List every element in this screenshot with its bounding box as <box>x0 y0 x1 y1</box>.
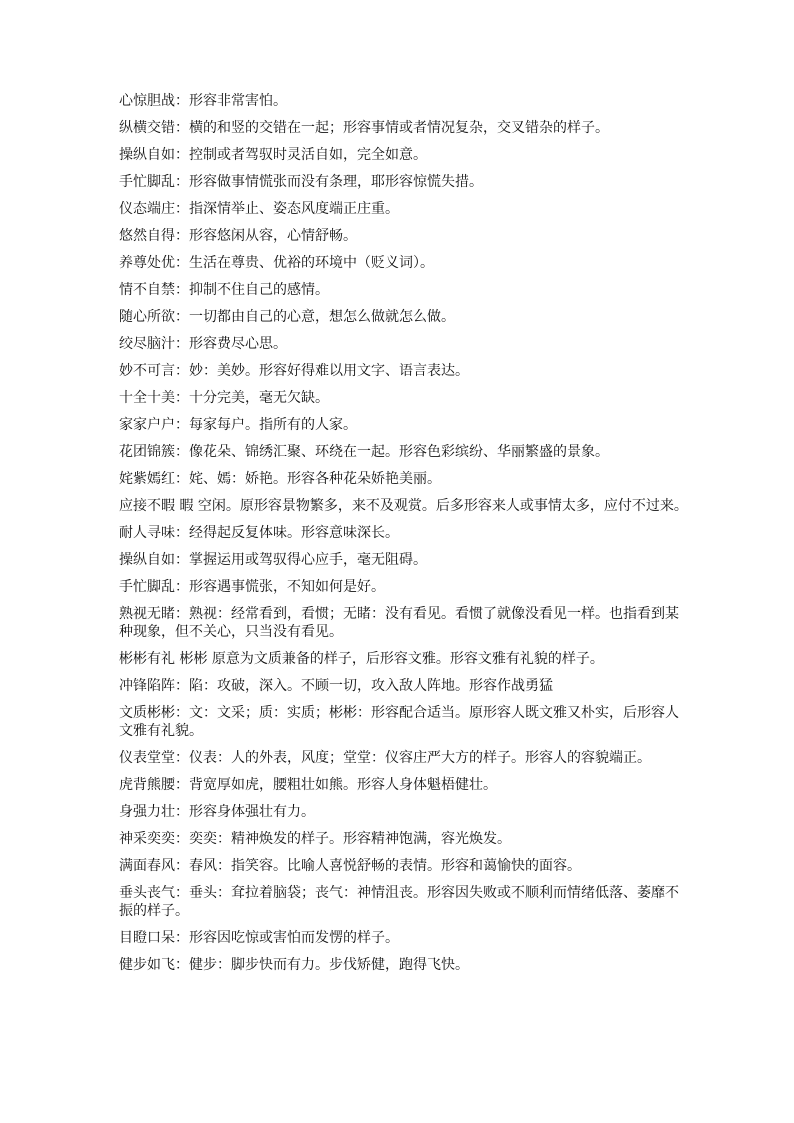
idiom-definition: 熟视：经常看到，看惯；无睹：没有看见。看惯了就像没看见一样。也指看到某种现象，但不关心，只当没有看见。 <box>119 606 679 640</box>
idiom-term: 心惊胆战： <box>119 93 189 109</box>
idiom-term: 姹紫嫣红： <box>119 471 189 487</box>
idiom-entry <box>119 497 691 515</box>
idiom-entry <box>119 200 691 218</box>
idiom-definition: 形容遇事慌张，不知如何是好。 <box>189 579 385 595</box>
idiom-entry <box>119 362 691 380</box>
idiom-entry <box>119 776 691 794</box>
idiom-entry <box>119 929 691 947</box>
idiom-term: 悠然自得： <box>119 228 189 244</box>
idiom-definition: 春风：指笑容。比喻人喜悦舒畅的表情。形容和蔼愉快的面容。 <box>189 858 581 874</box>
idiom-term: 虎背熊腰： <box>119 777 189 793</box>
idiom-term: 健步如飞： <box>119 957 189 973</box>
idiom-definition: 一切都由自己的心意，想怎么做就怎么做。 <box>189 309 455 325</box>
idiom-entry <box>119 335 691 353</box>
idiom-definition: 仪表：人的外表，风度；堂堂：仪容庄严大方的样子。形容人的容貌端正。 <box>189 750 651 766</box>
idiom-term: 十全十美： <box>119 390 189 406</box>
idiom-definition: 掌握运用或驾驭得心应手，毫无阻碍。 <box>189 552 427 568</box>
idiom-term: 家家户户： <box>119 417 189 433</box>
idiom-entry <box>119 524 691 542</box>
idiom-term: 操纵自如： <box>119 147 189 163</box>
idiom-entry <box>119 254 691 272</box>
idiom-term: 耐人寻味： <box>119 525 189 541</box>
idiom-definition: 经得起反复体味。形容意味深长。 <box>189 525 399 541</box>
idiom-term: 满面春风： <box>119 858 189 874</box>
idiom-term: 手忙脚乱： <box>119 174 189 190</box>
idiom-entry <box>119 704 691 740</box>
idiom-entry <box>119 578 691 596</box>
idiom-entry <box>119 308 691 326</box>
idiom-definition: 生活在尊贵、优裕的环境中（贬义词）。 <box>189 255 434 271</box>
idiom-definition: 指深情举止、姿态风度端正庄重。 <box>189 201 399 217</box>
idiom-entry <box>119 281 691 299</box>
idiom-definition: 形容费尽心思。 <box>189 336 287 352</box>
idiom-term: 手忙脚乱： <box>119 579 189 595</box>
idiom-entry <box>119 119 691 137</box>
idiom-definition: 形容悠闲从容，心情舒畅。 <box>189 228 357 244</box>
idiom-term: 随心所欲： <box>119 309 189 325</box>
idiom-term: 应接不暇 <box>119 498 180 514</box>
idiom-definition: 像花朵、锦绣汇聚、环绕在一起。形容色彩缤纷、华丽繁盛的景象。 <box>189 444 609 460</box>
idiom-entry <box>119 884 691 920</box>
idiom-entry <box>119 857 691 875</box>
idiom-definition: 每家每户。指所有的人家。 <box>189 417 357 433</box>
idiom-definition: 形容做事情慌张而没有条理，耶形容惊慌失措。 <box>189 174 483 190</box>
idiom-entry <box>119 605 691 641</box>
idiom-definition: 形容身体强壮有力。 <box>189 804 315 820</box>
idiom-definition: 健步：脚步快而有力。步伐矫健，跑得飞快。 <box>189 957 469 973</box>
idiom-term: 情不自禁： <box>119 282 189 298</box>
idiom-entry <box>119 677 691 695</box>
idiom-definition: 横的和竖的交错在一起；形容事情或者情况复杂，交叉错杂的样子。 <box>189 120 609 136</box>
idiom-term: 养尊处优： <box>119 255 189 271</box>
idiom-term: 仪态端庄： <box>119 201 189 217</box>
idiom-definition: 十分完美，毫无欠缺。 <box>189 390 329 406</box>
idiom-entry <box>119 146 691 164</box>
idiom-entry <box>119 650 691 668</box>
idiom-entry <box>119 470 691 488</box>
idiom-entry <box>119 443 691 461</box>
idiom-term: 冲锋陷阵： <box>119 678 189 694</box>
idiom-entry <box>119 227 691 245</box>
idiom-definition: 形容非常害怕。 <box>189 93 287 109</box>
idiom-term: 神采奕奕： <box>119 831 189 847</box>
idiom-entry <box>119 173 691 191</box>
idiom-list <box>119 92 691 983</box>
idiom-entry <box>119 389 691 407</box>
idiom-definition: 彬彬 原意为文质兼备的样子，后形容文雅。形容文雅有礼貌的样子。 <box>179 651 604 667</box>
idiom-term: 垂头丧气： <box>119 885 189 901</box>
idiom-term: 文质彬彬： <box>119 705 189 721</box>
idiom-entry <box>119 92 691 110</box>
idiom-term: 彬彬有礼 <box>119 651 180 667</box>
idiom-entry <box>119 416 691 434</box>
idiom-definition: 妙：美妙。形容好得难以用文字、语言表达。 <box>189 363 469 379</box>
idiom-definition: 暇 空闲。原形容景物繁多，来不及观赏。后多形容来人或事情太多，应付不过来。 <box>179 498 688 514</box>
idiom-term: 操纵自如： <box>119 552 189 568</box>
idiom-definition: 垂头：耷拉着脑袋；丧气：神情沮丧。形容因失败或不顺利而情绪低落、萎靡不振的样子。 <box>119 885 679 919</box>
idiom-term: 花团锦簇： <box>119 444 189 460</box>
idiom-entry <box>119 830 691 848</box>
idiom-term: 目瞪口呆： <box>119 930 189 946</box>
idiom-term: 熟视无睹： <box>119 606 189 622</box>
idiom-term: 绞尽脑汁： <box>119 336 189 352</box>
idiom-entry <box>119 803 691 821</box>
idiom-entry <box>119 551 691 569</box>
idiom-term: 纵横交错： <box>119 120 189 136</box>
idiom-entry <box>119 749 691 767</box>
idiom-definition: 文：文采；质：实质；彬彬：形容配合适当。原形容人既文雅又朴实，后形容人文雅有礼貌。 <box>119 705 679 739</box>
idiom-term: 身强力壮： <box>119 804 189 820</box>
idiom-entry <box>119 956 691 974</box>
idiom-definition: 陷：攻破，深入。不顾一切，攻入敌人阵地。形容作战勇猛 <box>189 678 553 694</box>
idiom-term: 妙不可言： <box>119 363 189 379</box>
idiom-definition: 姹、嫣：娇艳。形容各种花朵娇艳美丽。 <box>189 471 441 487</box>
idiom-definition: 抑制不住自己的感情。 <box>189 282 329 298</box>
idiom-definition: 控制或者驾驭时灵活自如，完全如意。 <box>189 147 427 163</box>
idiom-definition: 形容因吃惊或害怕而发愣的样子。 <box>189 930 399 946</box>
idiom-definition: 奕奕：精神焕发的样子。形容精神饱满，容光焕发。 <box>189 831 511 847</box>
idiom-definition: 背宽厚如虎，腰粗壮如熊。形容人身体魁梧健壮。 <box>189 777 497 793</box>
idiom-term: 仪表堂堂： <box>119 750 189 766</box>
